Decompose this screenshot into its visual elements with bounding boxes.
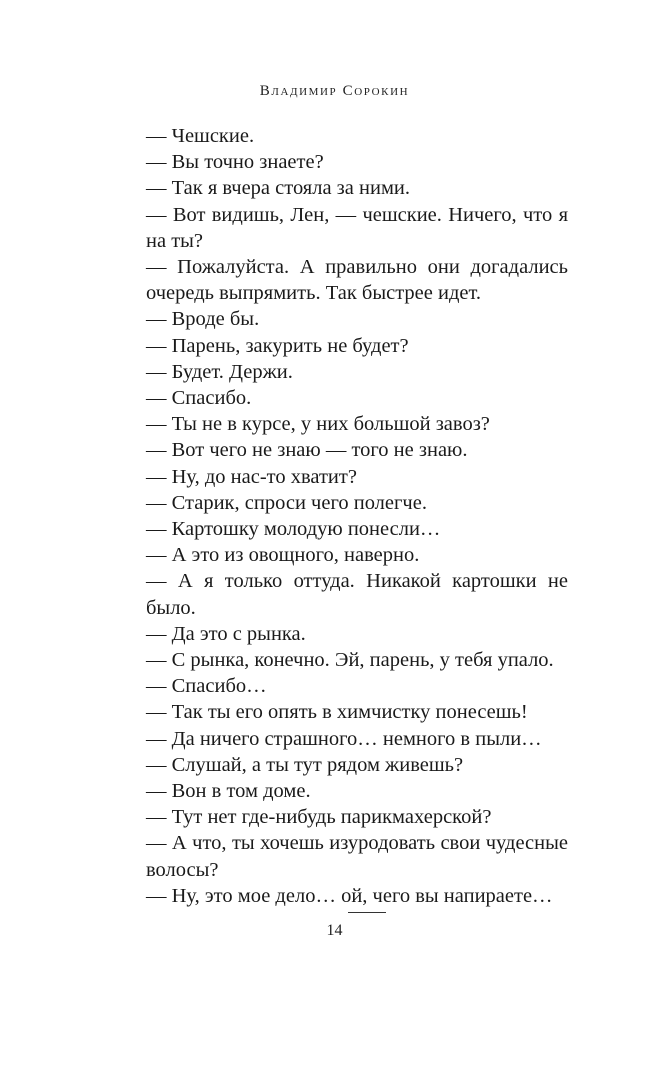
dialogue-line: — Чешские. [146,125,255,147]
dialogue-line: — Пожалуйста. А правильно они догадались очередь выпрямить. Так быстрее идет. [146,256,568,305]
dialogue-line: — Ну, до нас-то хватит? [146,465,357,488]
dialogue-line: — Так ты его опять в химчистку понесешь! [146,701,528,724]
dialogue-line: — Да это с рынка. [146,622,306,645]
page-number: 14 [326,922,343,939]
running-header-author: Владимир Сорокин [259,83,410,99]
dialogue-line: — Так я вчера стояла за ними. [146,177,411,200]
dialogue-line: — Да ничего страшного… немного в пыли… [146,727,542,750]
dialogue-line: — Вы точно знаете? [146,151,324,174]
dialogue-line: — А я только оттуда. Никакой картошки не было. [146,570,568,619]
dialogue-line: — Вот видишь, Лен, — чешские. Ничего, что я на ты? [146,203,568,252]
dialogue-text [146,123,568,909]
dialogue-line: — Ну, это мое дело… ой, чего вы напираете… [146,884,553,907]
dialogue-line: — Ты не в курсе, у них большой завоз? [146,413,490,436]
dialogue-line: — Тут нет где-нибудь парикмахерской? [146,806,492,829]
dialogue-line: — С рынка, конечно. Эй, парень, у тебя упало. [146,649,554,672]
dialogue-line: — Парень, закурить не будет? [146,334,409,357]
dialogue-line: — Вроде бы. [146,308,260,331]
dialogue-line: — А что, ты хочешь изуродовать свои чудесные волосы? [146,832,568,881]
dialogue-line: — А это из овощного, наверно. [146,544,420,567]
dialogue-line: — Спасибо. [146,387,252,410]
footer-divider [348,912,386,913]
dialogue-line: — Слушай, а ты тут рядом живешь? [146,753,464,776]
dialogue-line: — Картошку молодую понесли… [146,518,441,541]
dialogue-line: — Вон в том доме. [146,780,311,803]
dialogue-line: — Вот чего не знаю — того не знаю. [146,439,468,462]
dialogue-line: — Старик, спроси чего полегче. [146,491,427,514]
dialogue-line: — Спасибо… [146,675,267,698]
dialogue-line: — Будет. Держи. [146,360,293,383]
